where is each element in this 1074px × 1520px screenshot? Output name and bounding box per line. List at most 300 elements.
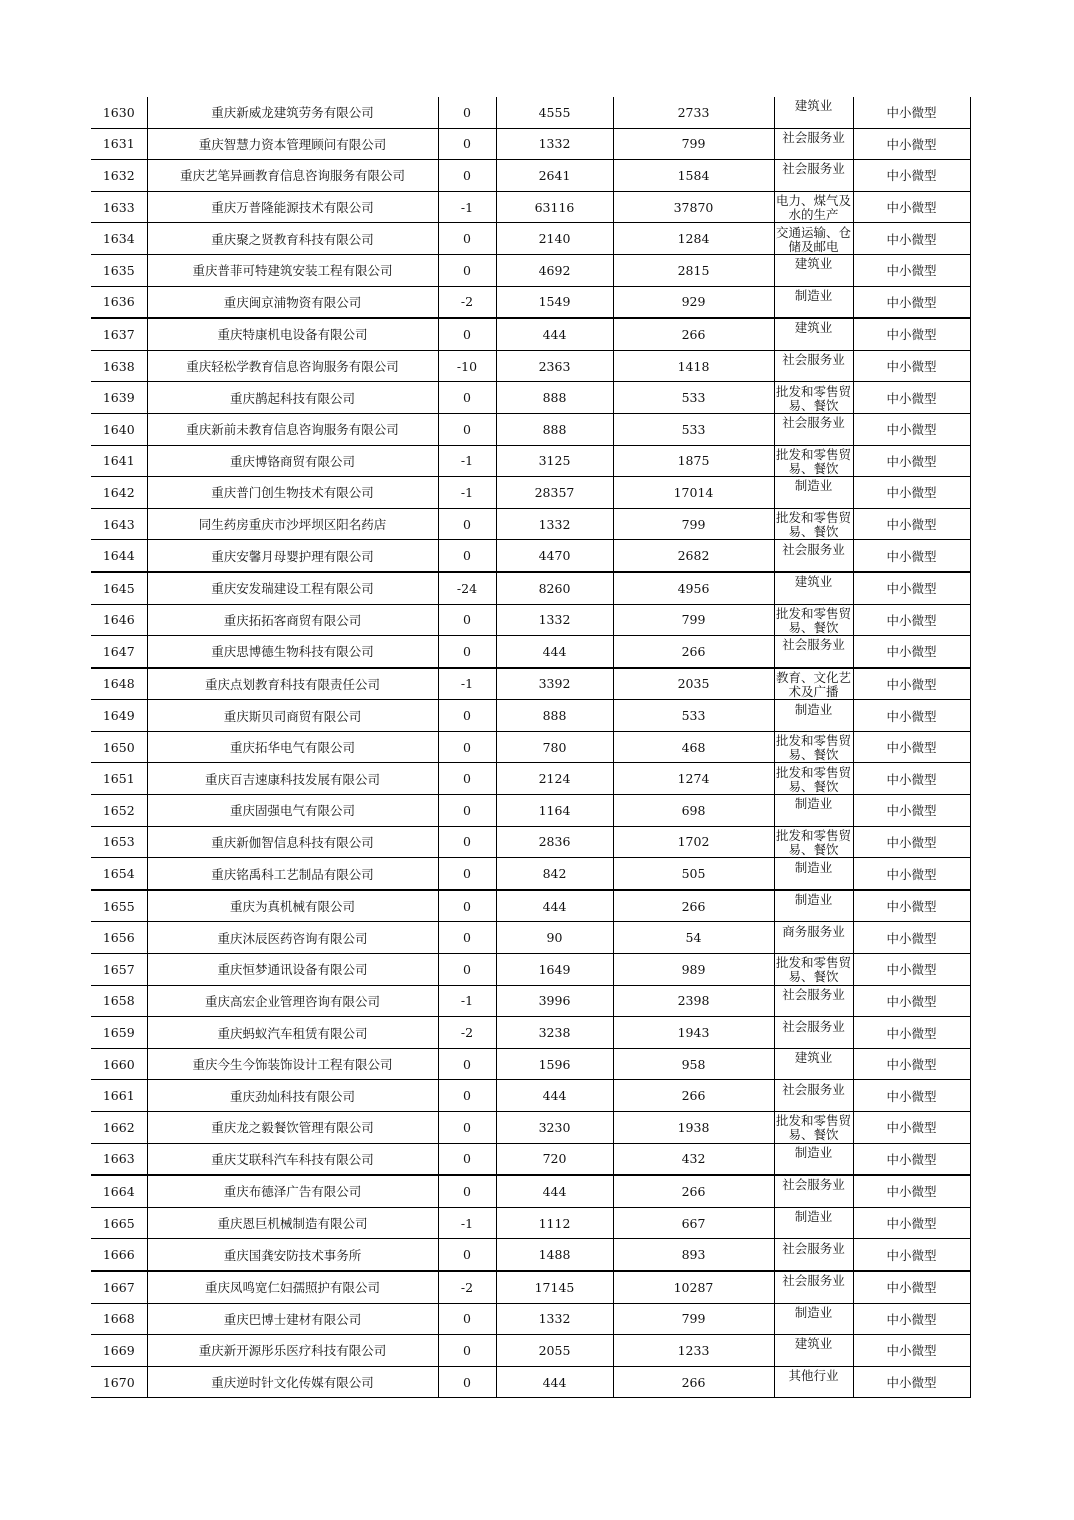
company-name: 重庆沐辰医药咨询有限公司 [217,930,368,946]
value-change-cell [438,668,496,700]
row-number: 1651 [102,771,135,787]
value-change: 0 [463,231,471,247]
industry-type-cell [774,1271,853,1303]
company-name-cell [147,254,438,286]
company-name-cell [147,1335,438,1367]
company-name-cell [147,1366,438,1398]
company-name-cell [147,922,438,954]
company-name: 重庆安发瑞建设工程有限公司 [211,581,374,597]
company-name: 重庆点划教育科技有限责任公司 [204,676,380,692]
row-number: 1644 [102,548,135,564]
row-number-cell [91,604,147,636]
industry-type: 社会服务业 [782,129,845,145]
industry-type: 其他行业 [788,1368,839,1384]
value-change-cell [438,382,496,414]
row-number: 1663 [102,1151,135,1167]
company-name-cell [147,985,438,1017]
value-amount-cell [496,890,613,922]
value-change-cell [438,1366,496,1398]
enterprise-scale-cell [853,1143,970,1175]
value-subsidy-cell [613,1048,774,1080]
company-name-cell [147,223,438,255]
industry-type-cell [774,350,853,382]
company-name: 重庆轻松学教育信息咨询服务有限公司 [186,359,399,375]
row-number: 1646 [102,612,135,628]
row-number: 1659 [102,1025,135,1041]
enterprise-scale-cell [853,700,970,732]
table-row [91,1366,970,1398]
enterprise-scale: 中小微型 [886,1343,937,1359]
row-number: 1645 [102,580,135,596]
table-row [91,318,970,350]
value-subsidy-cell [613,1207,774,1239]
value-amount: 1549 [538,294,571,310]
value-change-cell [438,985,496,1017]
value-subsidy: 10287 [673,1279,714,1295]
enterprise-scale: 中小微型 [886,708,937,724]
industry-type: 建筑业 [794,320,833,336]
value-amount: 17145 [534,1279,575,1295]
table-row [91,128,970,160]
value-subsidy: 266 [681,1183,706,1199]
row-number-cell [91,128,147,160]
industry-type-cell [774,128,853,160]
row-number: 1670 [102,1374,135,1390]
value-amount-cell [496,1112,613,1144]
enterprise-scale-cell [853,128,970,160]
value-subsidy-cell [613,350,774,382]
value-amount: 1164 [538,802,571,818]
value-amount-cell [496,160,613,192]
company-name-cell [147,572,438,604]
value-subsidy: 468 [681,739,706,755]
value-amount: 28357 [534,484,575,500]
enterprise-scale: 中小微型 [886,359,937,375]
industry-type-cell [774,763,853,795]
company-name-cell [147,1207,438,1239]
enterprise-scale: 中小微型 [886,390,937,406]
value-change-cell [438,795,496,827]
company-name-cell [147,858,438,890]
industry-type: 社会服务业 [782,352,845,368]
value-change: 0 [463,104,471,120]
enterprise-scale-cell [853,985,970,1017]
industry-type: 制造业 [794,892,833,908]
value-subsidy-cell [613,1175,774,1207]
value-subsidy-cell [613,1143,774,1175]
value-subsidy: 505 [681,866,706,882]
value-subsidy-cell [613,286,774,318]
industry-type-cell [774,572,853,604]
table-row [91,540,970,572]
enterprise-scale-cell [853,954,970,986]
industry-type-cell [774,254,853,286]
value-subsidy-cell [613,700,774,732]
row-number-cell [91,477,147,509]
company-name: 重庆新威龙建筑劳务有限公司 [211,105,374,121]
row-number: 1658 [102,993,135,1009]
enterprise-scale: 中小微型 [886,834,937,850]
value-change: 0 [463,1247,471,1263]
industry-type-cell [774,922,853,954]
enterprise-scale-cell [853,922,970,954]
value-change-cell [438,223,496,255]
row-number-cell [91,191,147,223]
value-amount-cell [496,413,613,445]
value-subsidy-cell [613,413,774,445]
value-subsidy-cell [613,540,774,572]
enterprise-scale: 中小微型 [886,136,937,152]
value-change: 0 [463,1183,471,1199]
value-amount-cell [496,636,613,668]
industry-type-cell [774,1017,853,1049]
value-change: 0 [463,834,471,850]
industry-type: 社会服务业 [782,541,845,557]
row-number: 1653 [102,834,135,850]
value-change-cell [438,413,496,445]
value-amount-cell [496,1303,613,1335]
value-change: -1 [460,199,474,215]
value-amount: 90 [546,930,563,946]
enterprise-scale: 中小微型 [886,803,937,819]
industry-type: 社会服务业 [782,986,845,1002]
enterprise-scale-cell [853,254,970,286]
value-subsidy: 929 [681,294,706,310]
enterprise-scale-cell [853,477,970,509]
value-change: 0 [463,961,471,977]
table-row [91,731,970,763]
industry-type-cell [774,1112,853,1144]
value-subsidy-cell [613,985,774,1017]
value-amount-cell [496,572,613,604]
enterprise-scale-cell [853,191,970,223]
row-number: 1630 [102,104,135,120]
enterprise-scale-cell [853,636,970,668]
enterprise-scale: 中小微型 [886,1247,937,1263]
value-subsidy: 266 [681,326,706,342]
industry-type: 批发和零售贸易、餐饮 [775,1113,851,1143]
row-number: 1643 [102,516,135,532]
table-row [91,1080,970,1112]
value-subsidy: 989 [681,961,706,977]
row-number: 1662 [102,1119,135,1135]
industry-type-cell [774,508,853,540]
value-amount-cell [496,223,613,255]
table-row [91,858,970,890]
value-change-cell [438,286,496,318]
value-subsidy-cell [613,1303,774,1335]
table-row [91,382,970,414]
row-number-cell [91,1303,147,1335]
value-subsidy: 799 [681,1311,706,1327]
row-number-cell [91,1175,147,1207]
value-change-cell [438,1017,496,1049]
enterprise-scale: 中小微型 [886,899,937,915]
value-change: -1 [460,453,474,469]
value-subsidy: 799 [681,516,706,532]
value-subsidy-cell [613,508,774,540]
value-amount-cell [496,985,613,1017]
value-change-cell [438,731,496,763]
value-amount: 842 [542,866,567,882]
value-subsidy: 1233 [677,1342,710,1358]
enterprise-scale: 中小微型 [886,105,937,121]
company-name-cell [147,604,438,636]
value-amount: 2363 [538,358,571,374]
company-name: 重庆国龚安防技术事务所 [223,1247,362,1263]
company-name: 重庆特康机电设备有限公司 [217,327,368,343]
enterprise-scale-cell [853,508,970,540]
row-number: 1649 [102,708,135,724]
table-row [91,1143,970,1175]
industry-type: 建筑业 [794,98,833,114]
value-change-cell [438,508,496,540]
value-change-cell [438,1175,496,1207]
table-row [91,668,970,700]
value-amount: 888 [542,390,567,406]
value-change: 0 [463,771,471,787]
value-change: 0 [463,262,471,278]
company-name: 重庆龙之毅餐饮管理有限公司 [211,1120,374,1136]
value-amount: 2055 [538,1342,571,1358]
value-amount: 1596 [538,1056,571,1072]
row-number: 1661 [102,1088,135,1104]
company-name: 重庆今生今饰装饰设计工程有限公司 [192,1057,393,1073]
company-name: 重庆万普隆能源技术有限公司 [211,200,374,216]
industry-type-cell [774,191,853,223]
value-amount-cell [496,858,613,890]
industry-type: 建筑业 [794,574,833,590]
enterprise-scale: 中小微型 [886,1375,937,1391]
value-change: 0 [463,898,471,914]
value-subsidy: 2733 [677,104,710,120]
enterprise-scale: 中小微型 [886,1025,937,1041]
company-name: 重庆鹊起科技有限公司 [229,390,355,406]
company-name-cell [147,508,438,540]
value-change: 0 [463,421,471,437]
industry-type: 批发和零售贸易、餐饮 [775,955,851,985]
company-name-cell [147,191,438,223]
table-row [91,604,970,636]
company-name-cell [147,1239,438,1271]
value-amount: 780 [542,739,567,755]
enterprise-scale-cell [853,668,970,700]
enterprise-scale: 中小微型 [886,930,937,946]
value-change-cell [438,160,496,192]
value-subsidy: 37870 [673,199,714,215]
enterprise-scale-cell [853,763,970,795]
value-subsidy: 432 [681,1151,706,1167]
value-subsidy: 799 [681,612,706,628]
value-amount-cell [496,1271,613,1303]
value-amount: 888 [542,421,567,437]
enterprise-scale: 中小微型 [886,485,937,501]
value-subsidy: 1943 [677,1025,710,1041]
value-change: 0 [463,326,471,342]
enterprise-scale-cell [853,731,970,763]
value-change-cell [438,604,496,636]
company-name: 重庆新伽智信息科技有限公司 [211,834,374,850]
value-subsidy: 1274 [677,771,710,787]
value-amount: 720 [542,1151,567,1167]
value-subsidy-cell [613,731,774,763]
row-number: 1666 [102,1247,135,1263]
value-amount-cell [496,128,613,160]
value-amount: 444 [542,1088,567,1104]
table-row [91,1017,970,1049]
value-change-cell [438,1048,496,1080]
value-change-cell [438,858,496,890]
value-subsidy-cell [613,160,774,192]
value-subsidy-cell [613,1366,774,1398]
value-change-cell [438,128,496,160]
company-name-cell [147,763,438,795]
enterprise-scale: 中小微型 [886,517,937,533]
enterprise-scale: 中小微型 [886,1120,937,1136]
value-amount-cell [496,97,613,128]
value-amount-cell [496,795,613,827]
value-subsidy-cell [613,318,774,350]
enterprise-scale: 中小微型 [886,1088,937,1104]
table-row [91,922,970,954]
enterprise-scale: 中小微型 [886,676,937,692]
value-amount: 3230 [538,1119,571,1135]
value-amount: 4692 [538,262,571,278]
table-row [91,160,970,192]
value-amount-cell [496,954,613,986]
row-number: 1667 [102,1279,135,1295]
table-row [91,1271,970,1303]
company-name-cell [147,1143,438,1175]
company-name-cell [147,97,438,128]
table-row [91,795,970,827]
enterprise-scale-cell [853,413,970,445]
row-number-cell [91,223,147,255]
industry-type-cell [774,1048,853,1080]
industry-type-cell [774,286,853,318]
value-amount-cell [496,1017,613,1049]
company-name-cell [147,1303,438,1335]
industry-type-cell [774,413,853,445]
row-number-cell [91,636,147,668]
industry-type: 社会服务业 [782,1081,845,1097]
row-number: 1647 [102,643,135,659]
value-amount: 3125 [538,453,571,469]
value-amount-cell [496,191,613,223]
value-change: -1 [460,484,474,500]
industry-type-cell [774,1207,853,1239]
enterprise-scale-cell [853,1303,970,1335]
value-subsidy: 266 [681,898,706,914]
value-subsidy: 2682 [677,548,710,564]
row-number: 1636 [102,294,135,310]
enterprise-scale-cell [853,1207,970,1239]
table-row [91,700,970,732]
row-number-cell [91,731,147,763]
value-change: -1 [460,993,474,1009]
value-amount-cell [496,922,613,954]
row-number-cell [91,795,147,827]
enterprise-scale-cell [853,1366,970,1398]
company-name-cell [147,128,438,160]
enterprise-scale: 中小微型 [886,612,937,628]
company-name: 重庆新前未教育信息咨询服务有限公司 [186,422,399,438]
industry-type-cell [774,382,853,414]
row-number-cell [91,540,147,572]
company-name: 重庆百吉速康科技发展有限公司 [204,771,380,787]
value-amount-cell [496,1366,613,1398]
company-name-cell [147,1112,438,1144]
row-number-cell [91,1207,147,1239]
row-number-cell [91,1017,147,1049]
industry-type: 商务服务业 [782,923,845,939]
value-subsidy: 799 [681,136,706,152]
industry-type-cell [774,445,853,477]
value-subsidy: 698 [681,802,706,818]
value-amount: 2140 [538,231,571,247]
company-name-cell [147,160,438,192]
row-number-cell [91,1239,147,1271]
enterprise-scale-cell [853,1112,970,1144]
value-amount-cell [496,1143,613,1175]
value-subsidy-cell [613,1112,774,1144]
value-subsidy: 1702 [677,834,710,850]
value-subsidy-cell [613,1080,774,1112]
value-change-cell [438,350,496,382]
value-change: 0 [463,1151,471,1167]
value-change-cell [438,636,496,668]
industry-type: 社会服务业 [782,637,845,653]
row-number: 1657 [102,961,135,977]
company-name: 重庆艺笔异画教育信息咨询服务有限公司 [179,168,405,184]
value-amount: 3392 [538,676,571,692]
table-row [91,1175,970,1207]
value-amount: 1332 [538,1311,571,1327]
company-name-cell [147,700,438,732]
value-amount-cell [496,763,613,795]
company-name-cell [147,636,438,668]
value-amount: 444 [542,643,567,659]
value-subsidy-cell [613,763,774,795]
company-name-cell [147,1271,438,1303]
company-name: 重庆普菲可特建筑安装工程有限公司 [192,263,393,279]
row-number-cell [91,350,147,382]
row-number: 1668 [102,1311,135,1327]
industry-type-cell [774,636,853,668]
value-change-cell [438,1112,496,1144]
value-amount: 2124 [538,771,571,787]
table-row [91,1335,970,1367]
industry-type: 建筑业 [794,1050,833,1066]
row-number-cell [91,254,147,286]
enterprise-scale-cell [853,826,970,858]
enterprise-scale: 中小微型 [886,422,937,438]
row-number-cell [91,858,147,890]
value-amount-cell [496,1175,613,1207]
value-amount-cell [496,286,613,318]
enterprise-scale: 中小微型 [886,168,937,184]
value-subsidy: 893 [681,1247,706,1263]
value-subsidy: 2398 [677,993,710,1009]
company-name: 重庆拓拓客商贸有限公司 [223,612,362,628]
company-name: 重庆劲灿科技有限公司 [229,1088,355,1104]
enterprise-scale-cell [853,572,970,604]
company-name-cell [147,1048,438,1080]
row-number: 1632 [102,167,135,183]
value-change-cell [438,254,496,286]
value-subsidy: 533 [681,708,706,724]
company-name: 重庆逆时针文化传媒有限公司 [211,1375,374,1391]
